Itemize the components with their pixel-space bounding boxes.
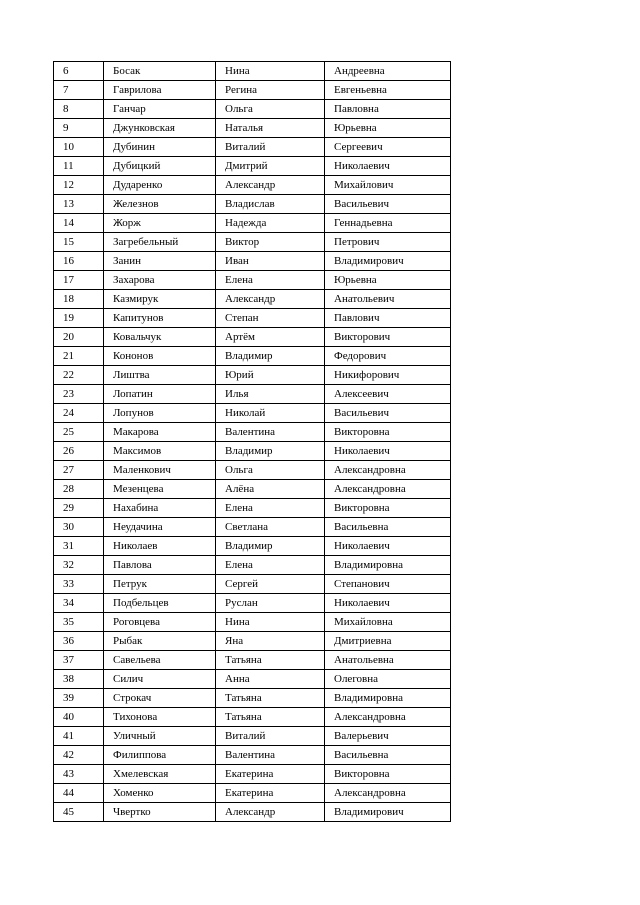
row-number-cell: 26 xyxy=(54,442,104,461)
row-number-cell: 19 xyxy=(54,309,104,328)
table-row xyxy=(54,119,451,138)
first-name-cell: Александр xyxy=(216,176,325,195)
table-row xyxy=(54,176,451,195)
row-number-cell: 23 xyxy=(54,385,104,404)
last-name-cell: Филиппова xyxy=(104,746,216,765)
first-name-cell: Виктор xyxy=(216,233,325,252)
last-name-cell: Загребельный xyxy=(104,233,216,252)
last-name-cell: Макарова xyxy=(104,423,216,442)
first-name-cell: Ольга xyxy=(216,461,325,480)
table-row xyxy=(54,195,451,214)
last-name-cell: Джунковская xyxy=(104,119,216,138)
first-name-cell: Татьяна xyxy=(216,708,325,727)
table-row xyxy=(54,708,451,727)
last-name-cell: Роговцева xyxy=(104,613,216,632)
patronymic-cell: Юрьевна xyxy=(325,119,451,138)
last-name-cell: Савельева xyxy=(104,651,216,670)
patronymic-cell: Николаевич xyxy=(325,594,451,613)
first-name-cell: Дмитрий xyxy=(216,157,325,176)
row-number-cell: 41 xyxy=(54,727,104,746)
first-name-cell: Екатерина xyxy=(216,765,325,784)
first-name-cell: Руслан xyxy=(216,594,325,613)
row-number-cell: 14 xyxy=(54,214,104,233)
last-name-cell: Лиштва xyxy=(104,366,216,385)
table-row xyxy=(54,613,451,632)
row-number-cell: 16 xyxy=(54,252,104,271)
row-number-cell: 30 xyxy=(54,518,104,537)
first-name-cell: Владимир xyxy=(216,442,325,461)
first-name-cell: Иван xyxy=(216,252,325,271)
last-name-cell: Подбельцев xyxy=(104,594,216,613)
table-row xyxy=(54,499,451,518)
first-name-cell: Валентина xyxy=(216,423,325,442)
table-row xyxy=(54,157,451,176)
row-number-cell: 22 xyxy=(54,366,104,385)
row-number-cell: 34 xyxy=(54,594,104,613)
table-row xyxy=(54,689,451,708)
first-name-cell: Владимир xyxy=(216,537,325,556)
patronymic-cell: Никифорович xyxy=(325,366,451,385)
patronymic-cell: Александровна xyxy=(325,461,451,480)
patronymic-cell: Юрьевна xyxy=(325,271,451,290)
row-number-cell: 10 xyxy=(54,138,104,157)
table-row xyxy=(54,100,451,119)
patronymic-cell: Валерьевич xyxy=(325,727,451,746)
row-number-cell: 27 xyxy=(54,461,104,480)
patronymic-cell: Александровна xyxy=(325,480,451,499)
patronymic-cell: Николаевич xyxy=(325,157,451,176)
table-row xyxy=(54,442,451,461)
table-row xyxy=(54,252,451,271)
patronymic-cell: Геннадьевна xyxy=(325,214,451,233)
names-table-body xyxy=(54,62,451,822)
last-name-cell: Казмирук xyxy=(104,290,216,309)
patronymic-cell: Дмитриевна xyxy=(325,632,451,651)
row-number-cell: 29 xyxy=(54,499,104,518)
last-name-cell: Петрук xyxy=(104,575,216,594)
first-name-cell: Юрий xyxy=(216,366,325,385)
patronymic-cell: Васильевна xyxy=(325,518,451,537)
table-row xyxy=(54,461,451,480)
patronymic-cell: Олеговна xyxy=(325,670,451,689)
row-number-cell: 11 xyxy=(54,157,104,176)
patronymic-cell: Михайлович xyxy=(325,176,451,195)
table-row xyxy=(54,518,451,537)
patronymic-cell: Алексеевич xyxy=(325,385,451,404)
last-name-cell: Маленкович xyxy=(104,461,216,480)
first-name-cell: Валентина xyxy=(216,746,325,765)
table-row xyxy=(54,784,451,803)
first-name-cell: Татьяна xyxy=(216,651,325,670)
row-number-cell: 33 xyxy=(54,575,104,594)
first-name-cell: Александр xyxy=(216,290,325,309)
patronymic-cell: Николаевич xyxy=(325,537,451,556)
last-name-cell: Занин xyxy=(104,252,216,271)
first-name-cell: Алёна xyxy=(216,480,325,499)
patronymic-cell: Викторовна xyxy=(325,423,451,442)
patronymic-cell: Владимирович xyxy=(325,252,451,271)
table-row xyxy=(54,404,451,423)
first-name-cell: Николай xyxy=(216,404,325,423)
table-row xyxy=(54,537,451,556)
first-name-cell: Светлана xyxy=(216,518,325,537)
patronymic-cell: Андреевна xyxy=(325,62,451,81)
patronymic-cell: Викторовна xyxy=(325,499,451,518)
last-name-cell: Кононов xyxy=(104,347,216,366)
row-number-cell: 25 xyxy=(54,423,104,442)
table-row xyxy=(54,746,451,765)
patronymic-cell: Евгеньевна xyxy=(325,81,451,100)
row-number-cell: 35 xyxy=(54,613,104,632)
table-row xyxy=(54,309,451,328)
last-name-cell: Жорж xyxy=(104,214,216,233)
table-row xyxy=(54,385,451,404)
row-number-cell: 15 xyxy=(54,233,104,252)
table-row xyxy=(54,423,451,442)
table-row xyxy=(54,727,451,746)
first-name-cell: Татьяна xyxy=(216,689,325,708)
last-name-cell: Капитунов xyxy=(104,309,216,328)
first-name-cell: Надежда xyxy=(216,214,325,233)
row-number-cell: 39 xyxy=(54,689,104,708)
table-row xyxy=(54,214,451,233)
row-number-cell: 17 xyxy=(54,271,104,290)
patronymic-cell: Васильевич xyxy=(325,404,451,423)
table-row xyxy=(54,138,451,157)
row-number-cell: 12 xyxy=(54,176,104,195)
patronymic-cell: Викторовна xyxy=(325,765,451,784)
first-name-cell: Елена xyxy=(216,271,325,290)
first-name-cell: Екатерина xyxy=(216,784,325,803)
table-row xyxy=(54,651,451,670)
first-name-cell: Елена xyxy=(216,556,325,575)
patronymic-cell: Александровна xyxy=(325,784,451,803)
row-number-cell: 9 xyxy=(54,119,104,138)
table-row xyxy=(54,803,451,822)
patronymic-cell: Михайловна xyxy=(325,613,451,632)
row-number-cell: 20 xyxy=(54,328,104,347)
row-number-cell: 6 xyxy=(54,62,104,81)
last-name-cell: Дубинин xyxy=(104,138,216,157)
table-row xyxy=(54,765,451,784)
last-name-cell: Лопунов xyxy=(104,404,216,423)
last-name-cell: Лопатин xyxy=(104,385,216,404)
patronymic-cell: Васильевич xyxy=(325,195,451,214)
last-name-cell: Неудачина xyxy=(104,518,216,537)
last-name-cell: Дударенко xyxy=(104,176,216,195)
patronymic-cell: Степанович xyxy=(325,575,451,594)
last-name-cell: Уличный xyxy=(104,727,216,746)
patronymic-cell: Павловна xyxy=(325,100,451,119)
patronymic-cell: Сергеевич xyxy=(325,138,451,157)
last-name-cell: Максимов xyxy=(104,442,216,461)
row-number-cell: 43 xyxy=(54,765,104,784)
row-number-cell: 7 xyxy=(54,81,104,100)
patronymic-cell: Александровна xyxy=(325,708,451,727)
table-row xyxy=(54,271,451,290)
row-number-cell: 21 xyxy=(54,347,104,366)
row-number-cell: 36 xyxy=(54,632,104,651)
first-name-cell: Нина xyxy=(216,613,325,632)
first-name-cell: Артём xyxy=(216,328,325,347)
first-name-cell: Нина xyxy=(216,62,325,81)
row-number-cell: 38 xyxy=(54,670,104,689)
first-name-cell: Виталий xyxy=(216,138,325,157)
table-row xyxy=(54,62,451,81)
table-row xyxy=(54,366,451,385)
last-name-cell: Чвертко xyxy=(104,803,216,822)
row-number-cell: 13 xyxy=(54,195,104,214)
last-name-cell: Строкач xyxy=(104,689,216,708)
row-number-cell: 44 xyxy=(54,784,104,803)
last-name-cell: Ковальчук xyxy=(104,328,216,347)
patronymic-cell: Павлович xyxy=(325,309,451,328)
patronymic-cell: Федорович xyxy=(325,347,451,366)
row-number-cell: 45 xyxy=(54,803,104,822)
last-name-cell: Тихонова xyxy=(104,708,216,727)
row-number-cell: 24 xyxy=(54,404,104,423)
patronymic-cell: Владимировна xyxy=(325,556,451,575)
last-name-cell: Захарова xyxy=(104,271,216,290)
last-name-cell: Павлова xyxy=(104,556,216,575)
row-number-cell: 18 xyxy=(54,290,104,309)
first-name-cell: Владимир xyxy=(216,347,325,366)
first-name-cell: Владислав xyxy=(216,195,325,214)
row-number-cell: 42 xyxy=(54,746,104,765)
patronymic-cell: Васильевна xyxy=(325,746,451,765)
last-name-cell: Хмелевская xyxy=(104,765,216,784)
last-name-cell: Хоменко xyxy=(104,784,216,803)
last-name-cell: Нахабина xyxy=(104,499,216,518)
last-name-cell: Дубицкий xyxy=(104,157,216,176)
row-number-cell: 8 xyxy=(54,100,104,119)
table-row xyxy=(54,670,451,689)
first-name-cell: Регина xyxy=(216,81,325,100)
row-number-cell: 32 xyxy=(54,556,104,575)
patronymic-cell: Николаевич xyxy=(325,442,451,461)
first-name-cell: Сергей xyxy=(216,575,325,594)
table-row xyxy=(54,594,451,613)
first-name-cell: Елена xyxy=(216,499,325,518)
table-row xyxy=(54,632,451,651)
table-row xyxy=(54,556,451,575)
table-row xyxy=(54,575,451,594)
row-number-cell: 40 xyxy=(54,708,104,727)
table-row xyxy=(54,233,451,252)
patronymic-cell: Викторович xyxy=(325,328,451,347)
last-name-cell: Гаврилова xyxy=(104,81,216,100)
patronymic-cell: Анатольевич xyxy=(325,290,451,309)
last-name-cell: Железнов xyxy=(104,195,216,214)
table-row xyxy=(54,347,451,366)
table-row xyxy=(54,81,451,100)
first-name-cell: Александр xyxy=(216,803,325,822)
row-number-cell: 37 xyxy=(54,651,104,670)
patronymic-cell: Петрович xyxy=(325,233,451,252)
row-number-cell: 28 xyxy=(54,480,104,499)
first-name-cell: Ольга xyxy=(216,100,325,119)
first-name-cell: Яна xyxy=(216,632,325,651)
last-name-cell: Николаев xyxy=(104,537,216,556)
patronymic-cell: Владимирович xyxy=(325,803,451,822)
last-name-cell: Рыбак xyxy=(104,632,216,651)
names-table xyxy=(53,61,451,822)
first-name-cell: Степан xyxy=(216,309,325,328)
table-row xyxy=(54,328,451,347)
patronymic-cell: Владимировна xyxy=(325,689,451,708)
table-row xyxy=(54,480,451,499)
table-row xyxy=(54,290,451,309)
patronymic-cell: Анатольевна xyxy=(325,651,451,670)
last-name-cell: Мезенцева xyxy=(104,480,216,499)
first-name-cell: Наталья xyxy=(216,119,325,138)
first-name-cell: Илья xyxy=(216,385,325,404)
last-name-cell: Силич xyxy=(104,670,216,689)
last-name-cell: Босак xyxy=(104,62,216,81)
row-number-cell: 31 xyxy=(54,537,104,556)
first-name-cell: Виталий xyxy=(216,727,325,746)
last-name-cell: Ганчар xyxy=(104,100,216,119)
first-name-cell: Анна xyxy=(216,670,325,689)
